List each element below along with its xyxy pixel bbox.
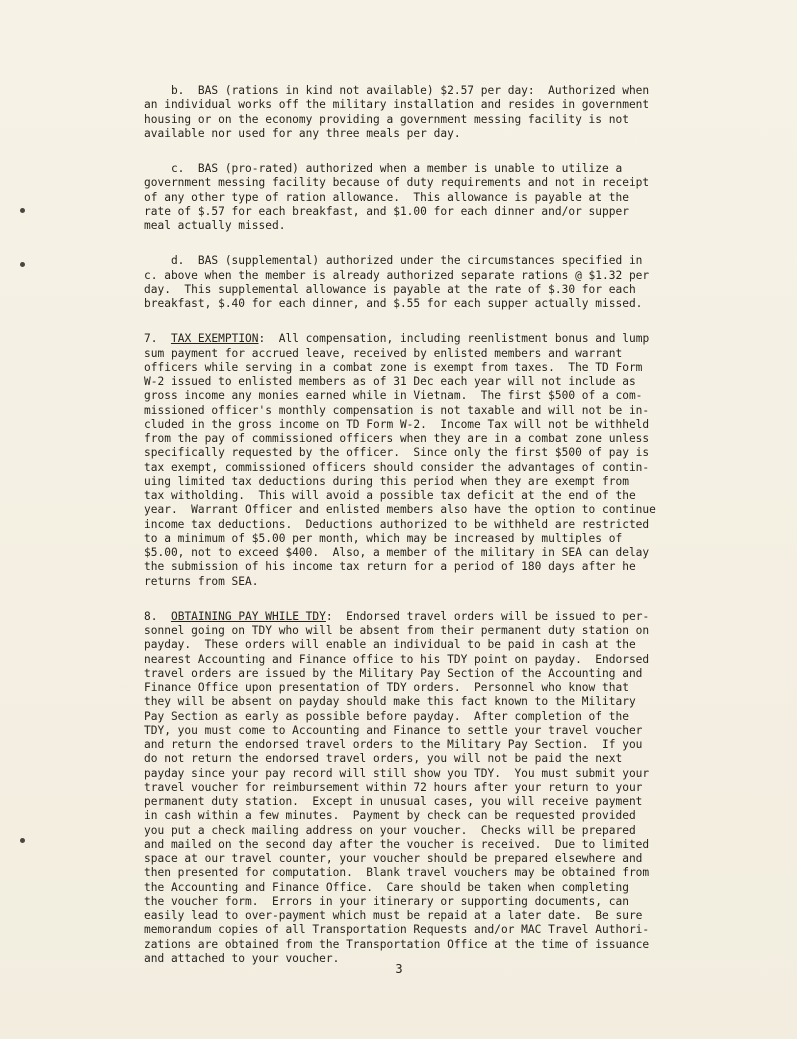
paragraph-line: income tax deductions. Deductions authorized to be withheld are restricted bbox=[144, 517, 650, 531]
paragraph-line: of any other type of ration allowance. This allowance is payable at the bbox=[144, 190, 629, 204]
paragraph-line: payday since your pay record will still show you TDY. You must submit your bbox=[144, 766, 650, 780]
paragraph-line: space at our travel counter, your voucher should be prepared elsewhere and bbox=[144, 852, 643, 865]
paragraph-line: and attached to your voucher. bbox=[144, 951, 340, 965]
paragraph-line: the submission of his income tax return for a period of 180 days after he bbox=[144, 560, 636, 574]
paragraph-line: available nor used for any three meals per day. bbox=[144, 126, 461, 140]
paragraph-line bbox=[144, 610, 684, 624]
page-number: 3 bbox=[395, 962, 403, 976]
paragraph-line: payday. These orders will enable an individual to be paid in cash at the bbox=[144, 638, 636, 652]
paragraph-line: TDY, you must come to Accounting and Finance to settle your travel voucher bbox=[144, 723, 643, 737]
paragraph-line: the Accounting and Finance Office. Care should be taken when completing bbox=[144, 880, 629, 894]
paragraph-b bbox=[144, 84, 684, 141]
paragraph-line: meal actually missed. bbox=[144, 219, 286, 232]
scan-mark bbox=[20, 262, 25, 267]
paragraph-line: you put a check mailing address on your voucher. Checks will be prepared bbox=[144, 823, 636, 837]
paragraph-line bbox=[144, 332, 684, 346]
paragraph-line: breakfast, $.40 for each dinner, and $.55 for each supper actually missed. bbox=[144, 297, 643, 310]
scan-mark bbox=[20, 208, 25, 213]
section-lead-text: : Endorsed travel orders will be issued to per- bbox=[325, 609, 650, 623]
paragraph-line: officers while serving in a combat zone is exempt from taxes. The TD Form bbox=[144, 360, 643, 374]
paragraph-line: gross income any monies earned while in Vietnam. The first $500 of a com- bbox=[144, 389, 643, 403]
document-body bbox=[144, 84, 684, 987]
paragraph-line: memorandum copies of all Transportation Requests and/or MAC Travel Authori- bbox=[144, 923, 650, 937]
scan-mark bbox=[20, 838, 25, 843]
paragraph-line: an individual works off the military installation and resides in government bbox=[144, 98, 650, 112]
paragraph-line: travel orders are issued by the Military Pay Section of the Accounting and bbox=[144, 666, 643, 680]
paragraph-line: then presented for computation. Blank travel vouchers may be obtained from bbox=[144, 866, 650, 880]
paragraph-line: travel voucher for reimbursement within 72 hours after your return to your bbox=[144, 780, 643, 794]
paragraph-line: the voucher form. Errors in your itinerary or supporting documents, can bbox=[144, 894, 629, 908]
paragraph-line: and mailed on the second day after the voucher is received. Due to limited bbox=[144, 837, 650, 851]
paragraph-line: sonnel going on TDY who will be absent from their permanent duty station on bbox=[144, 624, 650, 637]
paragraph-line: missioned officer's monthly compensation is not taxable and will not be in- bbox=[144, 403, 650, 417]
paragraph-line: rate of $.57 for each breakfast, and $1.00 for each dinner and/or supper bbox=[144, 204, 629, 218]
paragraph-line: easily lead to over-payment which must be repaid at a later date. Be sure bbox=[144, 909, 643, 922]
paragraph-line: they will be absent on payday should make this fact known to the Military bbox=[144, 695, 636, 709]
paragraph-line: W-2 issued to enlisted members as of 31 Dec each year will not include as bbox=[144, 375, 636, 388]
paragraph-line: year. Warrant Officer and enlisted members also have the option to continue bbox=[144, 503, 656, 517]
section-heading: TAX EXEMPTION bbox=[170, 332, 259, 346]
paragraph-line: do not return the endorsed travel orders, you will not be paid the next bbox=[144, 752, 623, 766]
paragraph-line: tax witholding. This will avoid a possible tax deficit at the end of the bbox=[144, 489, 636, 502]
paragraph-line: sum payment for accrued leave, received by enlisted members and warrant bbox=[144, 346, 623, 360]
paragraph-line: b. BAS (rations in kind not available) $2.57 per day: Authorized when bbox=[144, 84, 650, 97]
paragraph-line: nearest Accounting and Finance office to his TDY point on payday. Endorsed bbox=[144, 652, 650, 666]
paragraph-line: from the pay of commissioned officers when they are in a combat zone unless bbox=[144, 432, 650, 445]
paragraph-line: c. above when the member is already authorized separate rations @ $1.32 per bbox=[144, 268, 650, 282]
section-lead-text: : All compensation, including reenlistment bonus and lump bbox=[258, 332, 650, 346]
paragraph-line: c. BAS (pro-rated) authorized when a member is unable to utilize a bbox=[144, 162, 623, 175]
paragraph-line: housing or on the economy providing a government messing facility is not bbox=[144, 112, 629, 126]
paragraph-line: cluded in the gross income on TD Form W-2. Income Tax will not be withheld bbox=[144, 417, 650, 431]
paragraph-line: government messing facility because of duty requirements and not in receipt bbox=[144, 176, 650, 190]
paragraph-line: permanent duty station. Except in unusual cases, you will receive payment bbox=[144, 795, 643, 808]
paragraph-line: Pay Section as early as possible before payday. After completion of the bbox=[144, 709, 629, 723]
paragraph-d bbox=[144, 254, 684, 311]
paragraph-line: uing limited tax deductions during this period when they are exempt from bbox=[144, 474, 629, 488]
paragraph-8 bbox=[144, 610, 684, 966]
paragraph-line: and return the endorsed travel orders to the Military Pay Section. If you bbox=[144, 738, 643, 751]
paragraph-line: specifically requested by the officer. Since only the first $500 of pay is bbox=[144, 446, 650, 460]
paragraph-line: $5.00, not to exceed $400. Also, a member of the military in SEA can delay bbox=[144, 546, 650, 559]
paragraph-line: d. BAS (supplemental) authorized under the circumstances specified in bbox=[144, 254, 643, 268]
paragraph-line: to a minimum of $5.00 per month, which may be increased by multiples of bbox=[144, 531, 623, 545]
paragraph-7 bbox=[144, 332, 684, 589]
section-number: 8. bbox=[144, 609, 158, 623]
paragraph-line: returns from SEA. bbox=[144, 574, 259, 588]
paragraph-line: tax exempt, commissioned officers should consider the advantages of contin- bbox=[144, 460, 650, 474]
section-number: 7. bbox=[144, 332, 158, 346]
paragraph-line: zations are obtained from the Transportation Office at the time of issuance bbox=[144, 937, 650, 951]
paragraph-c bbox=[144, 162, 684, 233]
paragraph-line: day. This supplemental allowance is payable at the rate of $.30 for each bbox=[144, 282, 636, 296]
section-heading: OBTAINING PAY WHILE TDY bbox=[170, 609, 326, 623]
paragraph-line: Finance Office upon presentation of TDY orders. Personnel who know that bbox=[144, 681, 629, 694]
paragraph-line: in cash within a few minutes. Payment by check can be requested provided bbox=[144, 809, 636, 823]
